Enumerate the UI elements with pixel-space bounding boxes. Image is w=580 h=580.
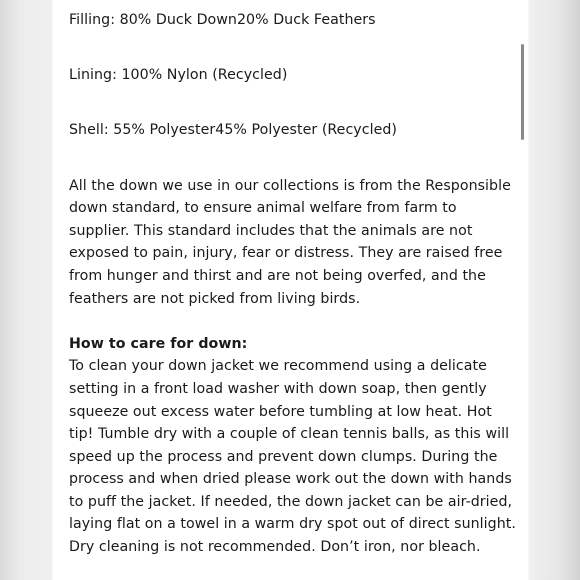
care-heading: How to care for down: — [69, 335, 248, 352]
scrollbar-thumb[interactable] — [521, 44, 524, 140]
lining-spec: Lining: 100% Nylon (Recycled) — [69, 67, 288, 84]
filling-spec: Filling: 80% Duck Down20% Duck Feathers — [69, 12, 376, 28]
down-standard-paragraph: All the down we use in our collections is from the Responsible down standard, to ensure animal welfare from farm to supplier. This standard includes that the animals are not exposed to pain, injury, fear or distress. They are raised free from hunger and thirst and are not being overfed, and the feathers are not picked from living birds. — [69, 177, 511, 307]
shell-spec: Shell: 55% Polyester45% Polyester (Recycled) — [69, 122, 398, 139]
product-details-panel — [53, 0, 528, 580]
product-details-content — [69, 9, 517, 559]
care-instructions: To clean your down jacket we recommend using a delicate setting in a front load washer with down soap, then gently squeeze out excess water before tumbling at low heat. Hot tip! Tumble dry with a couple of clean tennis balls, as this will speed up the process and prevent down clumps. During the process and when dried please work out the down with hands to puff the jacket. If needed, the down jacket can be air-dried, laying flat on a towel in a warm dry spot out of direct sunlight. Dry cleaning is not recommended. Don’t iron, nor bleach. — [69, 358, 516, 556]
